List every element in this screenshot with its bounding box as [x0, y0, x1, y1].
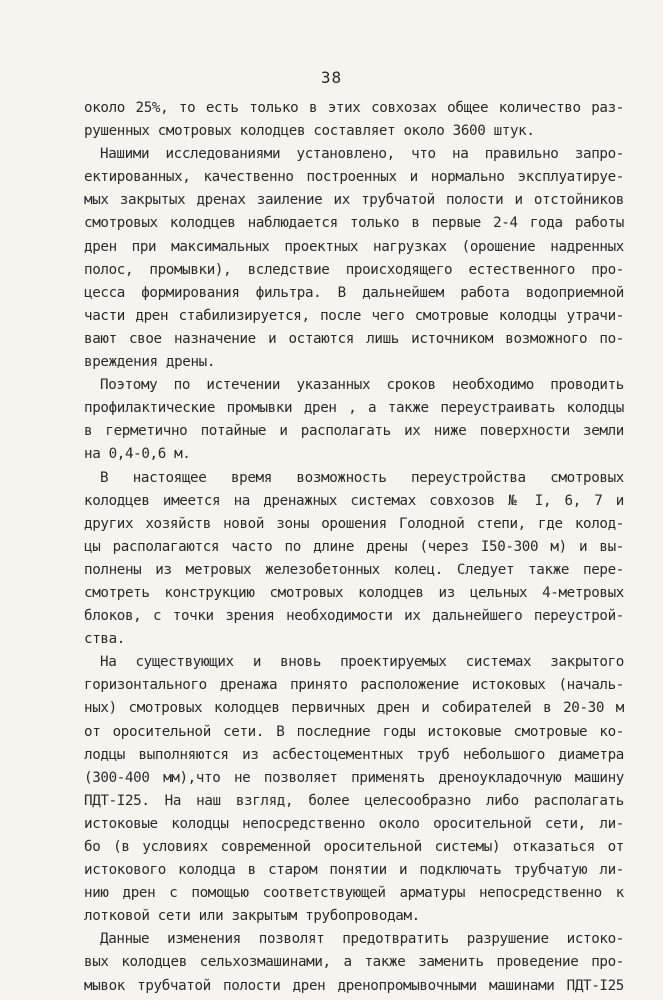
- text-line: вают свое назначение и остаются лишь источником возможного по-: [84, 330, 624, 347]
- text-line: около 25%, то есть только в этих совхозах общее количество раз-: [84, 100, 624, 116]
- text-line: цы располагаются часто по длине дрены (через I50-300 м) и вы-: [84, 538, 624, 555]
- text-line: Нашими исследованиями установлено, что на правильно запро-: [100, 146, 624, 163]
- text-line: вреждения дрены.: [84, 354, 216, 371]
- text-line: В настоящее время возможность переустройства смотровых: [100, 469, 624, 486]
- text-line: Поэтому по истечении указанных сроков необходимо проводить: [100, 377, 624, 394]
- text-line: (300-400 мм),что не позволяет применять дреноукладочную машину: [84, 769, 624, 786]
- body-text: [84, 97, 624, 998]
- text-line: бо (в условиях современной оросительной системы) отказаться от: [84, 839, 624, 855]
- text-line: в герметично потайные и располагать их ниже поверхности земли: [84, 423, 624, 440]
- text-line: лодцы выполняются из асбестоцементных труб небольшого диаметра: [84, 746, 624, 763]
- text-line: лотковой сети или закрытым трубопроводам.: [84, 908, 420, 925]
- text-line: нию дрен с помощью соответствующей арматуры непосредственно к: [84, 885, 624, 902]
- text-line: истокового колодца в старом понятии и подключать трубчатую ли-: [84, 862, 624, 879]
- text-line: горизонтального дренажа принято расположение истоковых (началь-: [84, 677, 624, 694]
- text-line: истоковые колодцы непосредственно около оросительной сети, ли-: [84, 815, 624, 832]
- text-line: полнены из метровых железобетонных колец. Следует также пере-: [84, 561, 624, 578]
- text-line: мывок трубчатой полости дрен дренопромывочными машинами ПДТ-I25: [84, 977, 624, 994]
- text-line: дрен при максимальных проектных нагрузках (орошение надренных: [84, 238, 624, 255]
- text-line: Данные изменения позволят предотвратить разрушение истоко-: [100, 931, 624, 948]
- text-line: от оросительной сети. В последние годы истоковые смотровые ко-: [84, 723, 624, 740]
- text-line: профилактические промывки дрен , а также переустраивать колодцы: [84, 400, 624, 417]
- text-line: вых колодцев сельхозмашинами, а также заменить проведение про-: [84, 954, 624, 971]
- page-number: 38: [320, 68, 343, 87]
- text-line: ектированных, качественно построенных и нормально эксплуатируе-: [84, 169, 624, 186]
- text-line: других хозяйств новой зоны орошения Голодной степи, где колод-: [84, 515, 624, 532]
- text-line: ных) смотровых колодцев первичных дрен и собирателей в 20-30 м: [84, 700, 624, 717]
- text-line: смотреть конструкцию смотровых колодцев из цельных 4-метровых: [84, 584, 624, 601]
- text-line: ПДТ-I25. На наш взгляд, более целесообразно либо располагать: [84, 792, 624, 809]
- text-line: ства.: [84, 631, 125, 648]
- text-line: На существующих и вновь проектируемых системах закрытого: [100, 654, 624, 671]
- text-line: полос, промывки), вследствие происходящего естественного про-: [84, 261, 624, 278]
- text-line: на 0,4-0,6 м.: [84, 446, 191, 463]
- text-line: смотровых колодцев наблюдается только в первые 2-4 года работы: [84, 215, 624, 232]
- text-line: мых закрытых дренах заиление их трубчатой полости и отстойников: [84, 192, 624, 209]
- text-line: рушенных смотровых колодцев составляет около 3600 штук.: [84, 123, 535, 140]
- text-line: цесса формирования фильтра. В дальнейшем работа водоприемной: [84, 284, 624, 301]
- text-line: части дрен стабилизируется, после чего смотровые колодцы утрачи-: [84, 307, 624, 324]
- text-line: колодцев имеется на дренажных системах совхозов № I, 6, 7 и: [84, 492, 624, 509]
- text-line: блоков, с точки зрения необходимости их дальнейшего переустрой-: [84, 608, 624, 625]
